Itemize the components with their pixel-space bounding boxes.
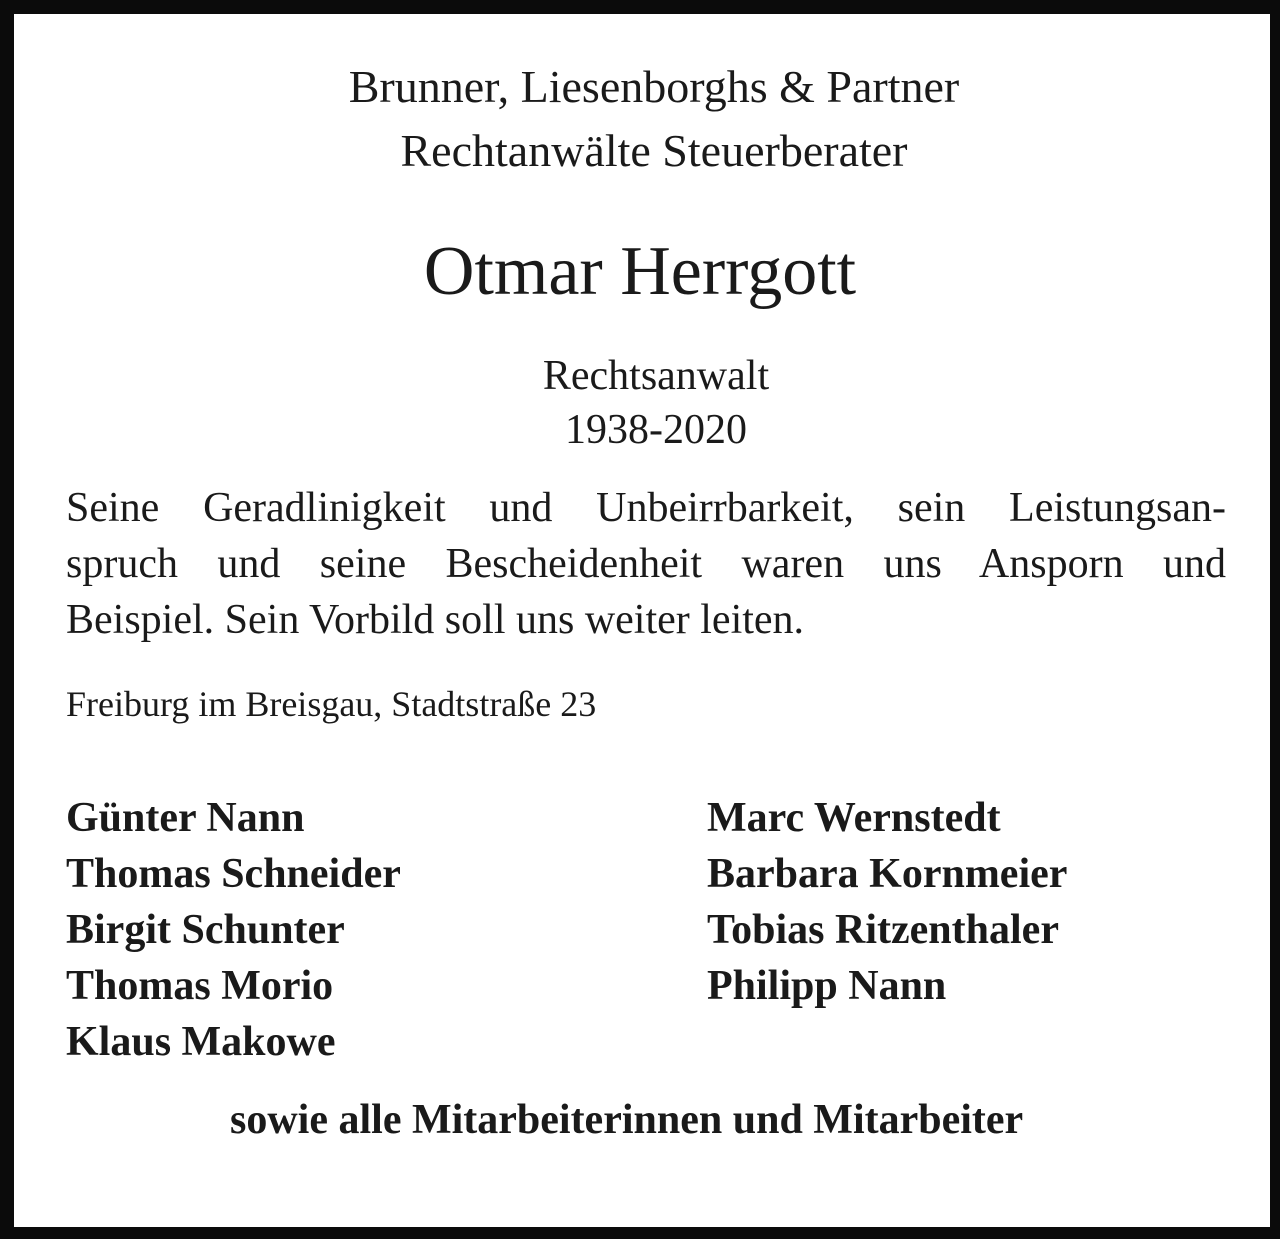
signatory-name: Philipp Nann <box>707 963 947 1009</box>
firm-type: Rechtanwälte Steuerberater <box>400 125 908 176</box>
signatory-name: Klaus Makowe <box>66 1019 336 1065</box>
tribute-line: spruch und seine Bescheidenheit waren uns Ansporn und <box>66 541 1226 587</box>
firm-name: Brunner, Liesenborghs & Partner <box>348 61 960 112</box>
signatory-name: Thomas Morio <box>66 963 334 1009</box>
signatory-name: Barbara Kornmeier <box>707 851 1068 897</box>
signatory-name: Marc Wernstedt <box>707 795 1001 841</box>
tribute-line: Beispiel. Sein Vorbild soll uns weiter leiten. <box>66 597 805 643</box>
signatory-name: Tobias Ritzenthaler <box>707 907 1059 953</box>
place-address: Freiburg im Breisgau, Stadtstraße 23 <box>66 684 597 724</box>
signatory-name: Thomas Schneider <box>66 851 401 897</box>
signatory-name: Günter Nann <box>66 795 305 841</box>
deceased-years: 1938-2020 <box>565 407 747 453</box>
signatories-right <box>707 790 1067 1014</box>
closing-line: sowie alle Mitarbeiterinnen und Mitarbeiter <box>230 1097 1024 1143</box>
tribute-line: Seine Geradlinigkeit und Unbeirrbarkeit, sein Leistungsan- <box>66 485 1226 531</box>
deceased-name: Otmar Herrgott <box>423 233 857 310</box>
signatory-name: Birgit Schunter <box>66 907 345 953</box>
signatories-left <box>66 790 401 1070</box>
deceased-role: Rechtsanwalt <box>542 353 770 399</box>
